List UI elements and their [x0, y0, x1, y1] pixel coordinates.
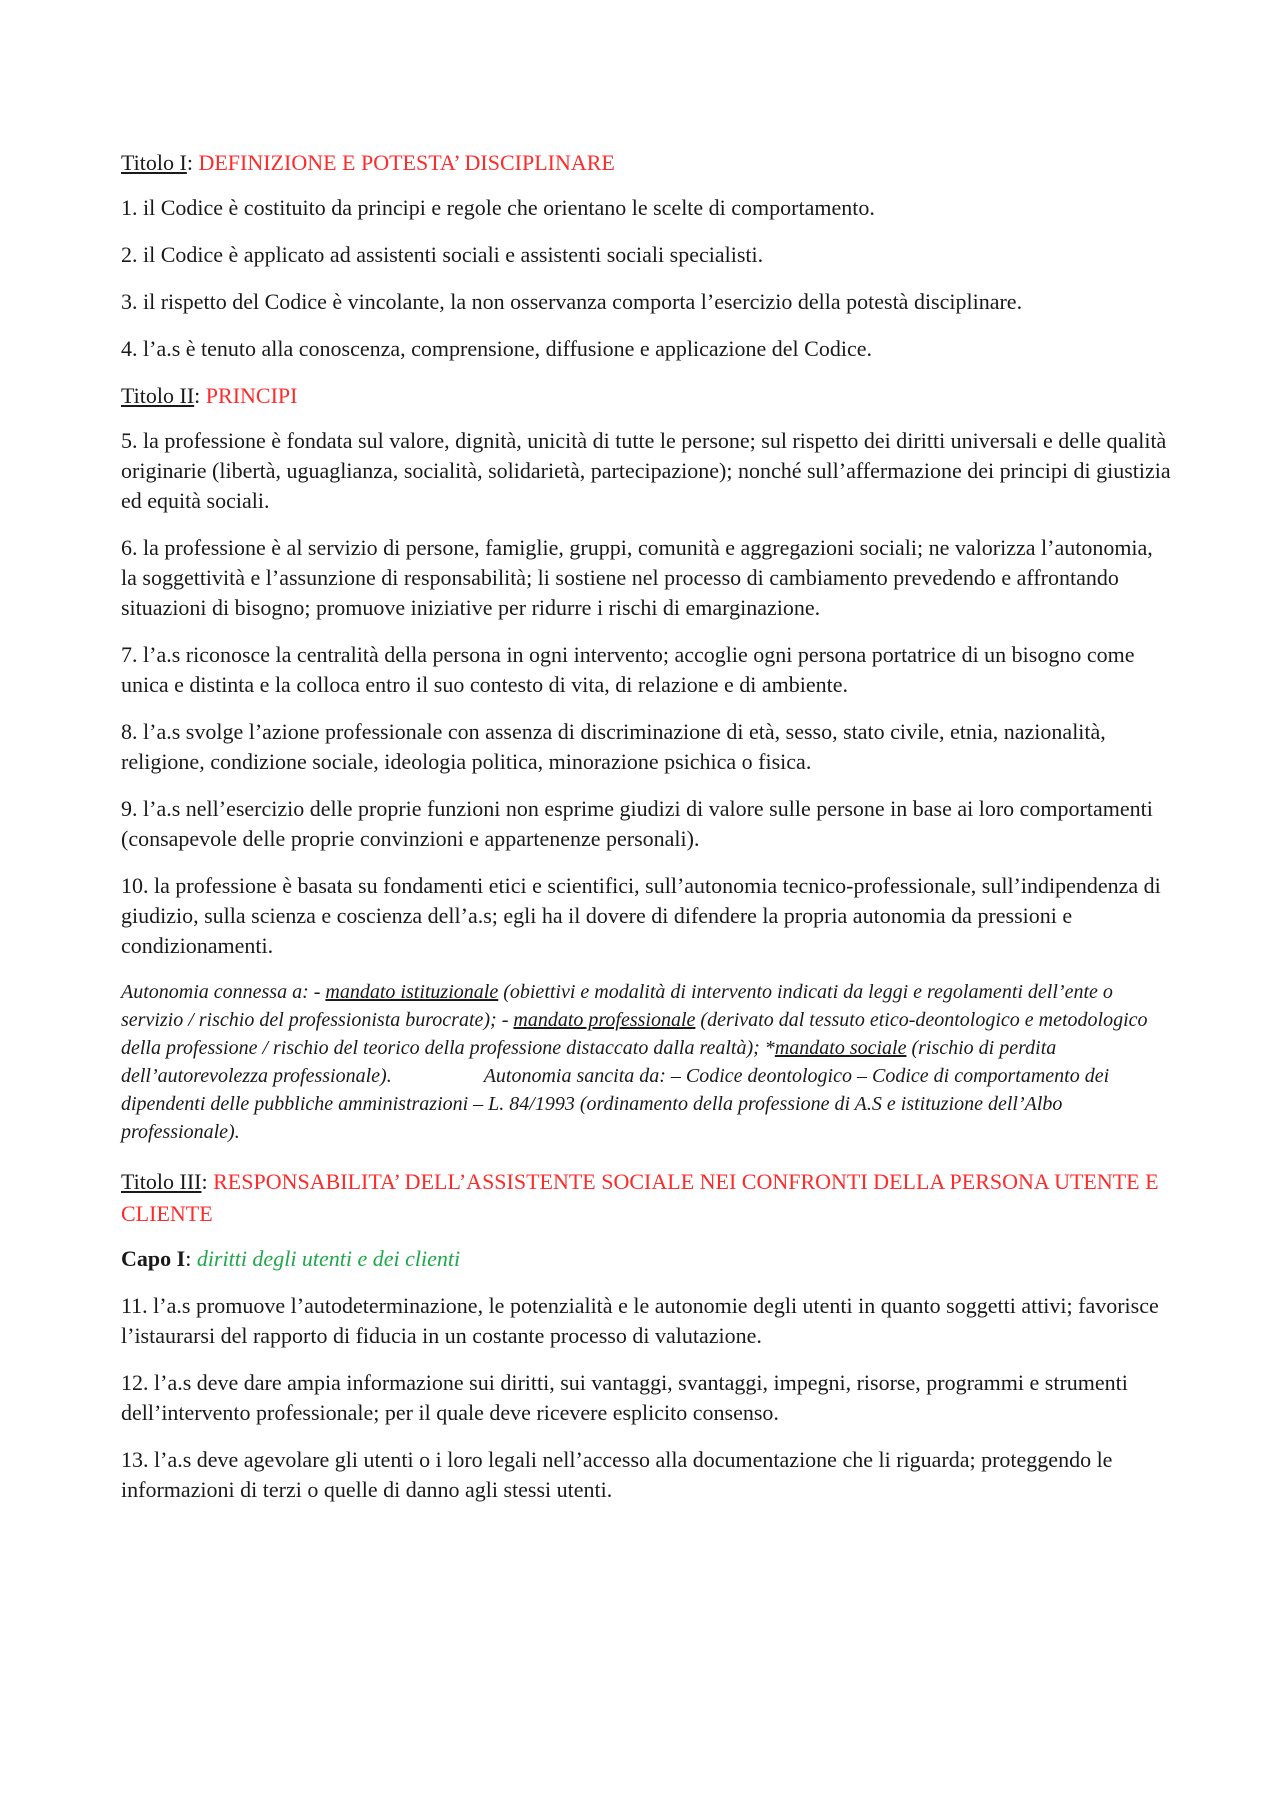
titolo-2-label: Titolo II [121, 383, 195, 408]
titolo-2-sep: : [194, 383, 201, 408]
mandato-istituzionale: mandato istituzionale [325, 981, 499, 1003]
capo-1-title: diritti degli utenti e dei clienti [196, 1246, 461, 1271]
mandato-professionale: mandato professionale [513, 1009, 696, 1031]
article-4: 4. l’a.s è tenuto alla conoscenza, comprensione, diffusione e applicazione del Codice. [121, 336, 872, 361]
note-text-4: (rischio di perdita dell’autorevolezza professionale). [121, 1037, 1057, 1087]
titolo-1-sep: : [186, 150, 193, 175]
titolo-2-heading [121, 381, 1171, 410]
article-1: 1. il Codice è costituito da principi e regole che orientano le scelte di comportamento. [121, 195, 875, 220]
article-7: 7. l’a.s riconosce la centralità della persona in ogni intervento; accoglie ogni persona portatrice di un bisogno come unica e distinta e la colloca entro il suo contesto di vita, di relazione e di ambiente. [121, 642, 1135, 697]
article-6: 6. la professione è al servizio di persone, famiglie, gruppi, comunità e aggregazioni sociali; ne valorizza l’autonomia, la soggettività e l’assunzione di responsabilità; li sostiene nel processo di cambiamento prevedendo e affrontando situazioni di bisogno; promuove iniziative per ridurre i rischi di emarginazione. [121, 535, 1153, 620]
titolo-1-heading [121, 148, 1171, 177]
capo-1-label: Capo I [121, 1246, 186, 1271]
note-text-1: Autonomia connessa a: - [121, 981, 326, 1003]
titolo-3-sep: : [201, 1169, 208, 1194]
capo-1-sep: : [185, 1246, 192, 1271]
titolo-1-label: Titolo I [121, 150, 187, 175]
article-8: 8. l’a.s svolge l’azione professionale con assenza di discriminazione di età, sesso, stato civile, etnia, nazionalità, religione, condizione sociale, ideologia politica, minorazione psichica o fisica. [121, 719, 1106, 774]
article-13: 13. l’a.s deve agevolare gli utenti o i loro legali nell’accesso alla documentazione che li riguarda; proteggendo le informazioni di terzi o quelle di danno agli stessi utenti. [121, 1447, 1113, 1502]
article-11: 11. l’a.s promuove l’autodeterminazione, le potenzialità e le autonomie degli utenti in quanto soggetti attivi; favorisce l’istaurarsi del rapporto di fiducia in un costante processo di valutazione. [121, 1293, 1159, 1348]
article-10: 10. la professione è basata su fondamenti etici e scientifici, sull’autonomia tecnico-professionale, sull’indipendenza di giudizio, sulla scienza e coscienza dell’a.s; egli ha il dovere di difendere la propria autonomia da pressioni e condizionamenti. [121, 873, 1161, 958]
article-2: 2. il Codice è applicato ad assistenti sociali e assistenti sociali specialisti. [121, 242, 764, 267]
capo-1-heading [121, 1244, 1171, 1273]
titolo-3-label: Titolo III [121, 1169, 202, 1194]
note-text-5: Autonomia sancita da: – Codice deontologico – Codice di comportamento dei dipendenti delle pubbliche amministrazioni – L. 84/1993 (ordinamento della professione di A.S e istituzione dell’Albo professionale). [121, 1065, 1110, 1143]
article-5: 5. la professione è fondata sul valore, dignità, unicità di tutte le persone; sul rispetto dei diritti universali e delle qualità originarie (libertà, uguaglianza, socialità, solidarietà, partecipazione); nonché sull’affermazione dei principi di giustizia ed equità sociali. [121, 428, 1171, 513]
article-12: 12. l’a.s deve dare ampia informazione sui diritti, sui vantaggi, svantaggi, impegni, risorse, programmi e strumenti dell’intervento professionale; per il quale deve ricevere esplicito consenso. [121, 1370, 1128, 1425]
titolo-3-heading [121, 1166, 1171, 1230]
note-text-3: (derivato dal tessuto etico-deontologico e metodologico della professione / rischio del teorico della professione distaccato dalla realtà); * [121, 1009, 1148, 1059]
document-page [121, 148, 1171, 1522]
titolo-2-title: PRINCIPI [205, 383, 298, 408]
autonomia-note [121, 978, 1171, 1146]
note-text-2: (obiettivi e modalità di intervento indicati da leggi e regolamenti dell’ente o servizio / rischio del professionista burocrate); - [121, 981, 1113, 1031]
article-9: 9. l’a.s nell’esercizio delle proprie funzioni non esprime giudizi di valore sulle persone in base ai loro comportamenti (consapevole delle proprie convinzioni e appartenenze personali). [121, 796, 1153, 851]
mandato-sociale: mandato sociale [774, 1037, 907, 1059]
article-3: 3. il rispetto del Codice è vincolante, la non osservanza comporta l’esercizio della potestà disciplinare. [121, 289, 1023, 314]
titolo-3-title: RESPONSABILITA’ DELL’ASSISTENTE SOCIALE NEI CONFRONTI DELLA PERSONA UTENTE E CLIENTE [121, 1169, 1159, 1226]
titolo-1-title: DEFINIZIONE E POTESTA’ DISCIPLINARE [198, 150, 615, 175]
